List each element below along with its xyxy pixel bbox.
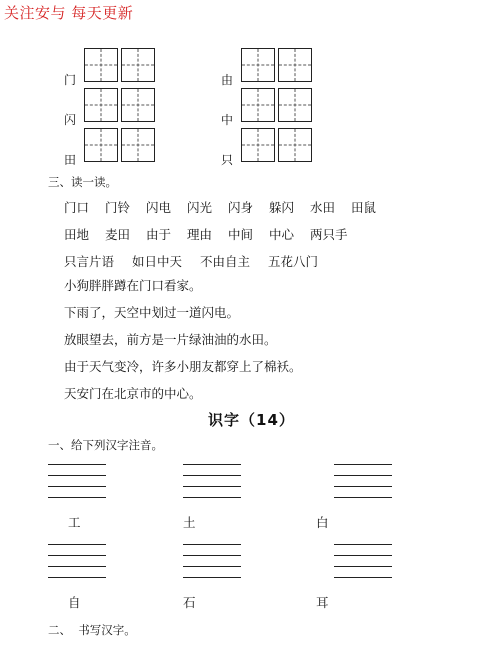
writing-grid-right-2 xyxy=(241,88,312,122)
pinyin-char: 工 xyxy=(68,515,81,530)
sentence-1: 小狗胖胖蹲在门口看家。 xyxy=(64,278,202,293)
word: 闪光 xyxy=(187,200,213,215)
writing-grid-left-2 xyxy=(84,88,155,122)
grid-label-left-1: 门 xyxy=(64,73,77,87)
sentence-5: 天安门在北京市的中心。 xyxy=(64,386,202,401)
blank-line[interactable] xyxy=(48,544,106,545)
writing-grid-right-1 xyxy=(241,48,312,82)
grid-cell xyxy=(121,88,155,122)
word: 两只手 xyxy=(310,227,348,242)
writing-grid-left-3 xyxy=(84,128,155,162)
word: 五花八门 xyxy=(268,254,319,269)
grid-cell xyxy=(278,128,312,162)
blank-line[interactable] xyxy=(334,464,392,465)
blank-line[interactable] xyxy=(183,555,241,556)
grid-cell xyxy=(241,88,275,122)
grid-cell xyxy=(84,88,118,122)
word: 田地 xyxy=(64,227,90,242)
pinyin-blanks xyxy=(48,544,106,588)
grid-cell xyxy=(278,88,312,122)
sentence-3: 放眼望去，前方是一片绿油油的水田。 xyxy=(64,332,277,347)
grid-cell xyxy=(84,48,118,82)
pinyin-char: 土 xyxy=(183,515,196,530)
blank-line[interactable] xyxy=(183,544,241,545)
grid-label-right-2: 中 xyxy=(221,113,234,127)
sentence-4: 由于天气变冷，许多小朋友都穿上了棉袄。 xyxy=(64,359,302,374)
grid-label-right-1: 由 xyxy=(221,73,234,87)
blank-line[interactable] xyxy=(48,475,106,476)
blank-line[interactable] xyxy=(183,577,241,578)
pinyin-blanks xyxy=(334,544,392,588)
word: 如日中天 xyxy=(132,254,183,269)
grid-label-right-3: 只 xyxy=(221,153,234,167)
blank-line[interactable] xyxy=(183,475,241,476)
grid-label-left-2: 闪 xyxy=(64,113,77,127)
pinyin-char: 耳 xyxy=(316,595,329,610)
grid-cell xyxy=(84,128,118,162)
word: 闪身 xyxy=(228,200,254,215)
blank-line[interactable] xyxy=(48,497,106,498)
blank-line[interactable] xyxy=(48,464,106,465)
grid-cell xyxy=(241,48,275,82)
grid-cell xyxy=(241,128,275,162)
grid-label-left-3: 田 xyxy=(64,153,77,167)
grid-cell xyxy=(121,128,155,162)
word: 不由自主 xyxy=(200,254,251,269)
word: 理由 xyxy=(187,227,213,242)
blank-line[interactable] xyxy=(48,577,106,578)
blank-line[interactable] xyxy=(48,555,106,556)
blank-line[interactable] xyxy=(183,566,241,567)
lesson-title-prefix: 识字（ xyxy=(208,411,257,429)
word: 田鼠 xyxy=(351,200,377,215)
word: 躲闪 xyxy=(269,200,295,215)
blank-line[interactable] xyxy=(334,544,392,545)
pinyin-blanks xyxy=(48,464,106,508)
pinyin-char: 石 xyxy=(183,595,196,610)
blank-line[interactable] xyxy=(183,464,241,465)
blank-line[interactable] xyxy=(48,566,106,567)
grid-cell xyxy=(121,48,155,82)
word-row-1 xyxy=(64,198,392,216)
blank-line[interactable] xyxy=(334,486,392,487)
blank-line[interactable] xyxy=(183,497,241,498)
writing-grid-right-3 xyxy=(241,128,312,162)
pinyin-char: 自 xyxy=(68,595,81,610)
sentence-2: 下雨了，天空中划过一道闪电。 xyxy=(64,305,240,320)
section-heading-read: 三、读一读。 xyxy=(48,175,117,189)
blank-line[interactable] xyxy=(334,566,392,567)
word-row-3 xyxy=(64,252,336,270)
lesson-title xyxy=(208,409,295,430)
blank-line[interactable] xyxy=(183,486,241,487)
word: 麦田 xyxy=(105,227,131,242)
lesson-title-number: 14 xyxy=(256,411,279,429)
word: 闪电 xyxy=(146,200,172,215)
word: 水田 xyxy=(310,200,336,215)
writing-grid-left-1 xyxy=(84,48,155,82)
blank-line[interactable] xyxy=(334,577,392,578)
question-write-chars: 二、 书写汉字。 xyxy=(48,623,136,637)
word: 只言片语 xyxy=(64,254,115,269)
pinyin-blanks xyxy=(183,464,241,508)
pinyin-char: 白 xyxy=(316,515,329,530)
question-pinyin: 一、给下列汉字注音。 xyxy=(48,438,163,452)
page-header-watermark: 关注安与 每天更新 xyxy=(4,4,134,22)
pinyin-blanks xyxy=(183,544,241,588)
grid-cell xyxy=(278,48,312,82)
word: 中间 xyxy=(228,227,254,242)
lesson-title-suffix: ） xyxy=(278,411,295,429)
word: 由于 xyxy=(146,227,172,242)
pinyin-blanks xyxy=(334,464,392,508)
word: 门铃 xyxy=(105,200,131,215)
blank-line[interactable] xyxy=(334,555,392,556)
word-row-2 xyxy=(64,225,370,243)
word: 门口 xyxy=(64,200,90,215)
blank-line[interactable] xyxy=(334,475,392,476)
word: 中心 xyxy=(269,227,295,242)
blank-line[interactable] xyxy=(48,486,106,487)
blank-line[interactable] xyxy=(334,497,392,498)
